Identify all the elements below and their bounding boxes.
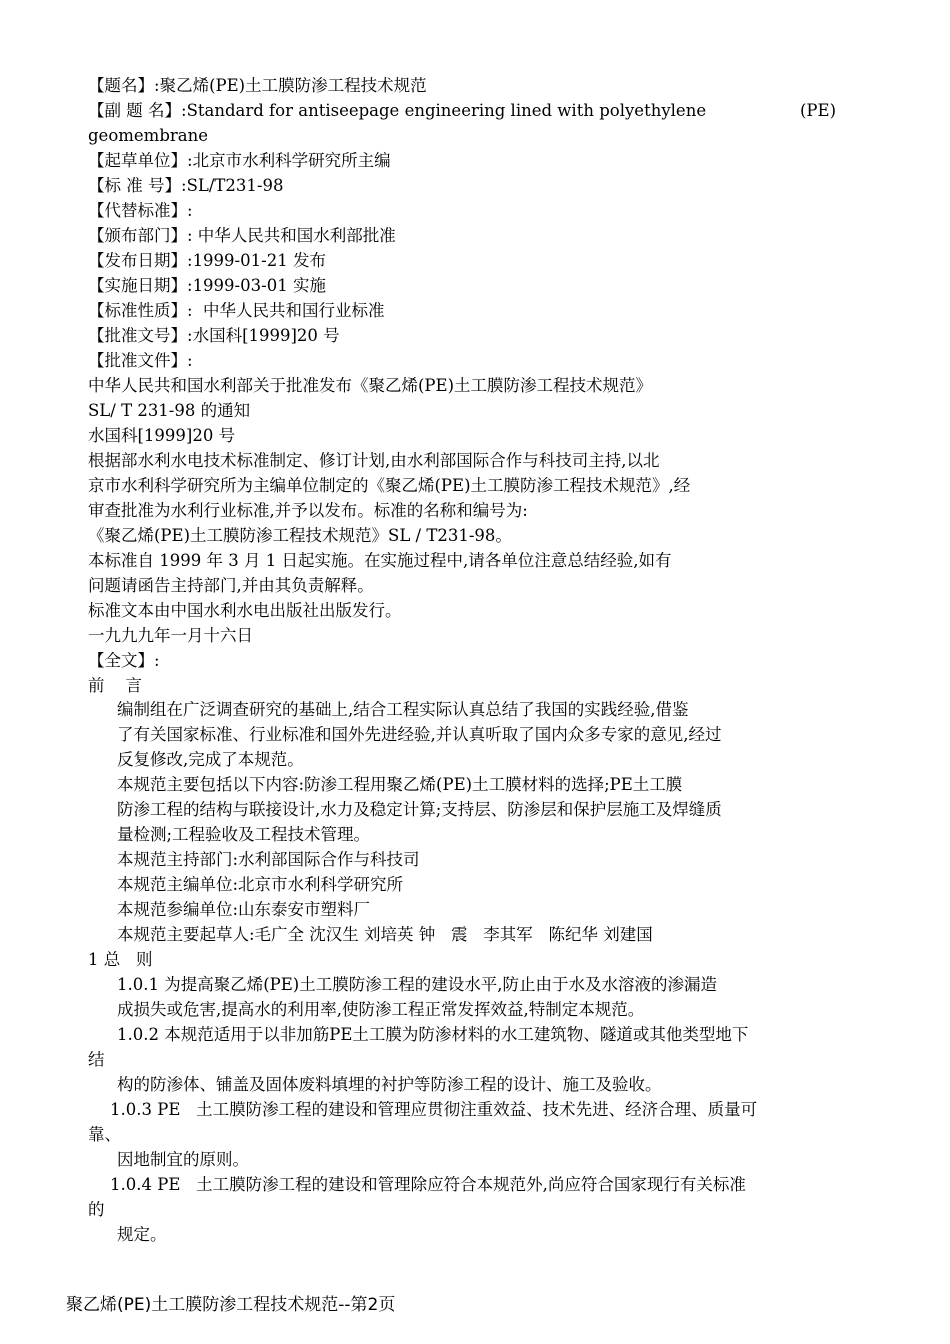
preface-line: 本规范主要包括以下内容:防渗工程用聚乙烯(PE)土工膜材料的选择;PE土工膜 <box>117 775 683 794</box>
field-label: 【发布日期】: <box>88 251 193 270</box>
field-label: 【实施日期】: <box>88 276 193 295</box>
field-replaced-standard <box>88 199 193 223</box>
field-label: 【批准文号】: <box>88 326 193 345</box>
field-value: 北京市水利科学研究所主编 <box>192 151 391 170</box>
approval-line: 中华人民共和国水利部关于批准发布《聚乙烯(PE)土工膜防渗工程技术规范》 <box>88 376 653 395</box>
preface-heading: 前 言 <box>88 676 142 695</box>
page-footer: 聚乙烯(PE)土工膜防渗工程技术规范--第2页 <box>66 1295 396 1315</box>
preface-line: 本规范主编单位:北京市水利科学研究所 <box>117 875 404 894</box>
field-value: 水国科[1999]20 号 <box>192 326 340 345</box>
approval-line: 标准文本由中国水利水电出版社出版发行。 <box>88 601 402 620</box>
field-label: 【题名】: <box>88 76 160 95</box>
subtitle-pe: (PE) <box>800 101 837 120</box>
field-label: 【批准文件】: <box>88 351 193 370</box>
field-value: 1999-03-01 实施 <box>192 276 326 295</box>
field-standard-nature <box>88 299 385 323</box>
field-release-date <box>88 249 326 273</box>
approval-line: 水国科[1999]20 号 <box>88 426 236 445</box>
preface-line: 反复修改,完成了本规范。 <box>117 750 304 769</box>
field-value: Standard for antiseepage engineering lined with polyethylene <box>186 101 707 120</box>
clause-line: 因地制宜的原则。 <box>117 1150 249 1169</box>
field-value: 中华人民共和国行业标准 <box>192 301 385 320</box>
approval-line: 本标准自 1999 年 3 月 1 日起实施。在实施过程中,请各单位注意总结经验,如有 <box>88 551 672 570</box>
field-approval-doc <box>88 349 193 373</box>
chapter-title: 1 总 则 <box>88 950 153 969</box>
field-label: 【标 准 号】: <box>88 176 187 195</box>
field-standard-number <box>88 174 283 198</box>
field-effective-date <box>88 274 326 298</box>
preface-line: 防渗工程的结构与联接设计,水力及稳定计算;支持层、防渗层和保护层施工及焊缝质 <box>117 800 722 819</box>
field-value: SL/T231-98 <box>186 176 284 195</box>
clause-line: 1.0.4 PE 土工膜防渗工程的建设和管理除应符合本规范外,尚应符合国家现行有关标准 <box>110 1175 746 1194</box>
field-label: 【起草单位】: <box>88 151 193 170</box>
approval-line: 《聚乙烯(PE)土工膜防渗工程技术规范》SL / T231-98。 <box>88 526 512 545</box>
approval-line: 京市水利科学研究所为主编单位制定的《聚乙烯(PE)土工膜防渗工程技术规范》,经 <box>88 476 691 495</box>
clause-line: 1.0.2 本规范适用于以非加筋PE土工膜为防渗材料的水工建筑物、隧道或其他类型地下 <box>117 1025 749 1044</box>
field-label: 【标准性质】: <box>88 301 193 320</box>
approval-line: SL/ T 231-98 的通知 <box>88 401 251 420</box>
clause-line: 成损失或危害,提高水的利用率,使防渗工程正常发挥效益,特制定本规范。 <box>117 1000 645 1019</box>
field-value: 聚乙烯(PE)土工膜防渗工程技术规范 <box>159 76 427 95</box>
clause-line: 的 <box>88 1200 105 1219</box>
field-subtitle <box>88 99 706 123</box>
field-value: 1999-01-21 发布 <box>192 251 326 270</box>
preface-line: 本规范参编单位:山东泰安市塑料厂 <box>117 900 371 919</box>
clause-line: 靠、 <box>88 1125 121 1144</box>
approval-date: 一九九九年一月十六日 <box>88 626 253 645</box>
field-value: 中华人民共和国水利部批准 <box>192 226 396 245</box>
clause-line: 结 <box>88 1050 105 1069</box>
field-title <box>88 74 427 98</box>
clause-line: 1.0.1 为提高聚乙烯(PE)土工膜防渗工程的建设水平,防止由于水及水溶液的渗漏造 <box>117 975 717 994</box>
preface-line: 了有关国家标准、行业标准和国外先进经验,并认真听取了国内众多专家的意见,经过 <box>117 725 722 744</box>
field-label: 【副 题 名】: <box>88 101 187 120</box>
preface-line: 编制组在广泛调查研究的基础上,结合工程实际认真总结了我国的实践经验,借鉴 <box>117 700 689 719</box>
field-subtitle-cont <box>88 124 208 148</box>
field-approval-number <box>88 324 340 348</box>
field-label: 【代替标准】: <box>88 201 193 220</box>
preface-line: 量检测;工程验收及工程技术管理。 <box>117 825 371 844</box>
clause-line: 规定。 <box>117 1225 167 1244</box>
approval-line: 问题请函告主持部门,并由其负责解释。 <box>88 576 374 595</box>
field-issuing-dept <box>88 224 396 248</box>
preface-line: 本规范主要起草人:毛广全 沈汉生 刘培英 钟 震 李其军 陈纪华 刘建国 <box>117 925 653 944</box>
preface-line: 本规范主持部门:水利部国际合作与科技司 <box>117 850 420 869</box>
full-text-label: 【全文】: <box>88 651 160 670</box>
field-drafting-unit <box>88 149 391 173</box>
field-value: geomembrane <box>88 126 208 145</box>
approval-line: 根据部水利水电技术标准制定、修订计划,由水利部国际合作与科技司主持,以北 <box>88 451 660 470</box>
clause-line: 构的防渗体、铺盖及固体废料填埋的衬护等防渗工程的设计、施工及验收。 <box>117 1075 662 1094</box>
approval-line: 审查批准为水利行业标准,并予以发布。标准的名称和编号为: <box>88 501 528 520</box>
clause-line: 1.0.3 PE 土工膜防渗工程的建设和管理应贯彻注重效益、技术先进、经济合理、质量可 <box>110 1100 758 1119</box>
field-label: 【颁布部门】: <box>88 226 193 245</box>
